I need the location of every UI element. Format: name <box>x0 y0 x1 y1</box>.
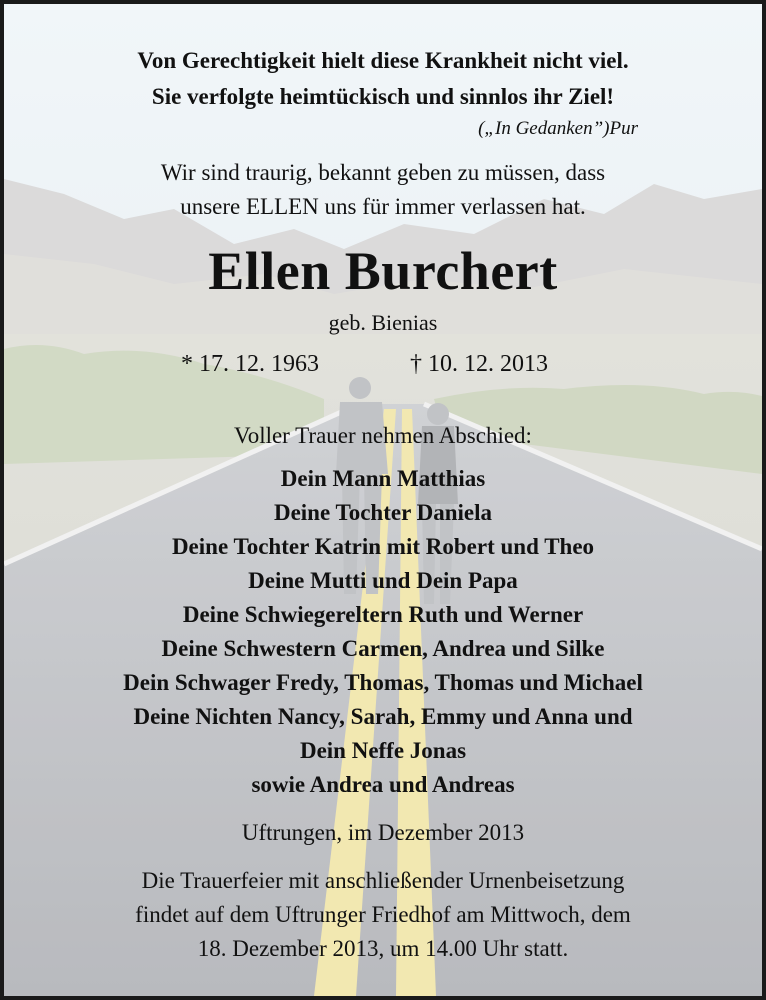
mourners-heading: Voller Trauer nehmen Abschied: <box>234 423 532 448</box>
mourner-line: Deine Schwestern Carmen, Andrea und Silke <box>161 636 605 661</box>
motto-attribution: („In Gedanken”)Pur <box>478 118 638 139</box>
mourner-line: Deine Nichten Nancy, Sarah, Emmy und Anna und <box>133 704 633 729</box>
deceased-name: Ellen Burchert <box>208 241 558 301</box>
death-date: † 10. 12. 2013 <box>410 351 548 377</box>
birth-date: * 17. 12. 1963 <box>181 351 319 377</box>
intro-line-2: unsere ELLEN uns für immer verlassen hat. <box>180 194 586 219</box>
mourner-line: Deine Tochter Daniela <box>273 500 493 525</box>
place-and-date: Uftrungen, im Dezember 2013 <box>241 820 525 845</box>
service-line-2: findet auf dem Uftrunger Friedhof am Mittwoch, dem <box>135 902 631 927</box>
mourner-line: Dein Neffe Jonas <box>299 738 467 763</box>
service-line-1: Die Trauerfeier mit anschließender Urnenbeisetzung <box>141 868 625 893</box>
service-line-3: 18. Dezember 2013, um 14.00 Uhr statt. <box>197 936 569 961</box>
notice-text <box>4 4 762 996</box>
motto-line-2: Sie verfolgte heimtückisch und sinnlos ihr Ziel! <box>151 84 615 109</box>
mourner-line: Dein Schwager Fredy, Thomas, Thomas und Michael <box>123 670 643 695</box>
maiden-name: geb. Bienias <box>328 310 438 335</box>
mourner-line: Deine Tochter Katrin mit Robert und Theo <box>171 534 595 559</box>
mourner-line: Deine Schwiegereltern Ruth und Werner <box>182 602 584 627</box>
mourner-line: Deine Mutti und Dein Papa <box>248 568 518 593</box>
mourner-line: sowie Andrea und Andreas <box>251 772 515 797</box>
mourner-line: Dein Mann Matthias <box>280 466 486 491</box>
motto-line-1: Von Gerechtigkeit hielt diese Krankheit nicht viel. <box>137 48 629 73</box>
intro-line-1: Wir sind traurig, bekannt geben zu müssen, dass <box>160 160 606 185</box>
